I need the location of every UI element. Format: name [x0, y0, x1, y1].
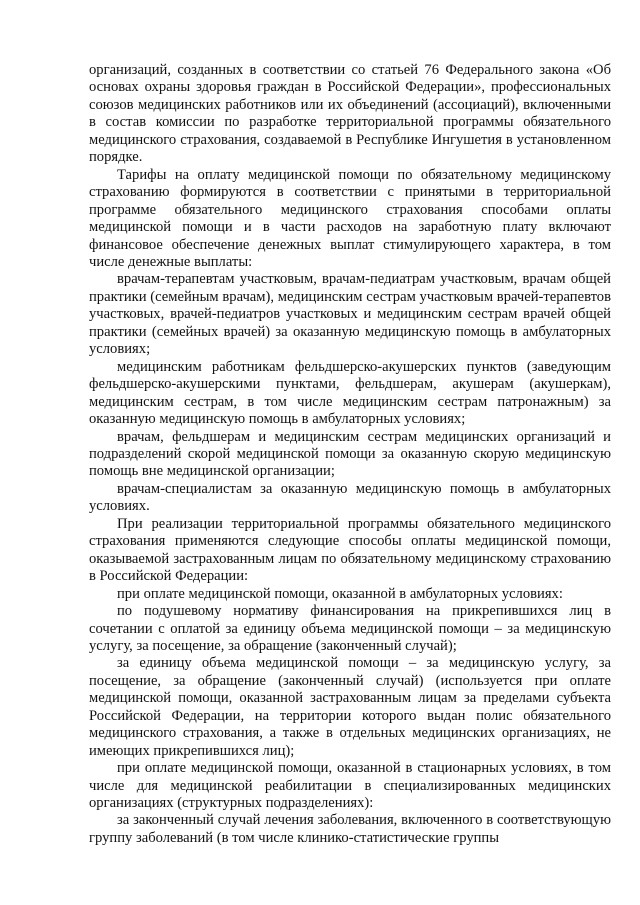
paragraph: врачам-терапевтам участковым, врачам-педиатрам участковым, врачам общей практики (семейным врачам), медицинским сестрам участковым врачей-терапевтов участковых, врачей-педиатров участковых и медицинским сестрам врачей общей практики (семейных врачей) за оказанную медицинскую помощь в амбулаторных условиях;	[89, 271, 611, 358]
paragraph: при оплате медицинской помощи, оказанной в стационарных условиях, в том числе для медицинской реабилитации в специализированных медицинских организациях (структурных подразделениях):	[89, 760, 611, 812]
paragraph: организаций, созданных в соответствии со статьей 76 Федерального закона «Об основах охраны здоровья граждан в Российской Федерации», профессиональных союзов медицинских работников или их объединений (ассоциаций), включенными в состав комиссии по разработке территориальной программы обязательного медицинского страхования, создаваемой в Республике Ингушетия в установленном порядке.	[89, 62, 611, 166]
paragraph: медицинским работникам фельдшерско-акушерских пунктов (заведующим фельдшерско-акушерскими пунктами, фельдшерам, акушерам (акушеркам), медицинским сестрам, в том числе медицинским сестрам патронажным) за оказанную медицинскую помощь в амбулаторных условиях;	[89, 358, 611, 428]
paragraph: Тарифы на оплату медицинской помощи по обязательному медицинскому страхованию формируются в соответствии с принятыми в территориальной программе обязательного медицинского страхования способами оплаты медицинской помощи и в части расходов на заработную плату включают финансовое обеспечение денежных выплат стимулирующего характера, в том числе денежные выплаты:	[89, 166, 611, 270]
paragraph: по подушевому нормативу финансирования на прикрепившихся лиц в сочетании с оплатой за единицу объема медицинской помощи – за медицинскую услугу, за посещение, за обращение (законченный случай);	[89, 603, 611, 654]
paragraph: при оплате медицинской помощи, оказанной в амбулаторных условиях:	[117, 585, 563, 602]
paragraph: врачам-специалистам за оказанную медицинскую помощь в амбулаторных условиях.	[89, 480, 611, 515]
paragraph: за законченный случай лечения заболевания, включенного в соответствующую группу заболеваний (в том числе клинико-статистические группы	[89, 812, 611, 846]
paragraph: При реализации территориальной программы обязательного медицинского страхования применяются следующие способы оплаты медицинской помощи, оказываемой застрахованным лицам по обязательному медицинскому страхованию в Российской Федерации:	[89, 515, 611, 585]
document-body	[89, 62, 611, 847]
paragraph: за единицу объема медицинской помощи – за медицинскую услугу, за посещение, за обращение (законченный случай) (используется при оплате медицинской помощи, оказанной застрахованным лицам за пределами субъекта Российской Федерации, на территории которого выдан полис обязательного медицинского страхования, а также в отдельных медицинских организациях, не имеющих прикрепившихся лиц);	[89, 655, 611, 759]
paragraph: врачам, фельдшерам и медицинским сестрам медицинских организаций и подразделений скорой медицинской помощи за оказанную скорую медицинскую помощь вне медицинской организации;	[89, 428, 611, 480]
